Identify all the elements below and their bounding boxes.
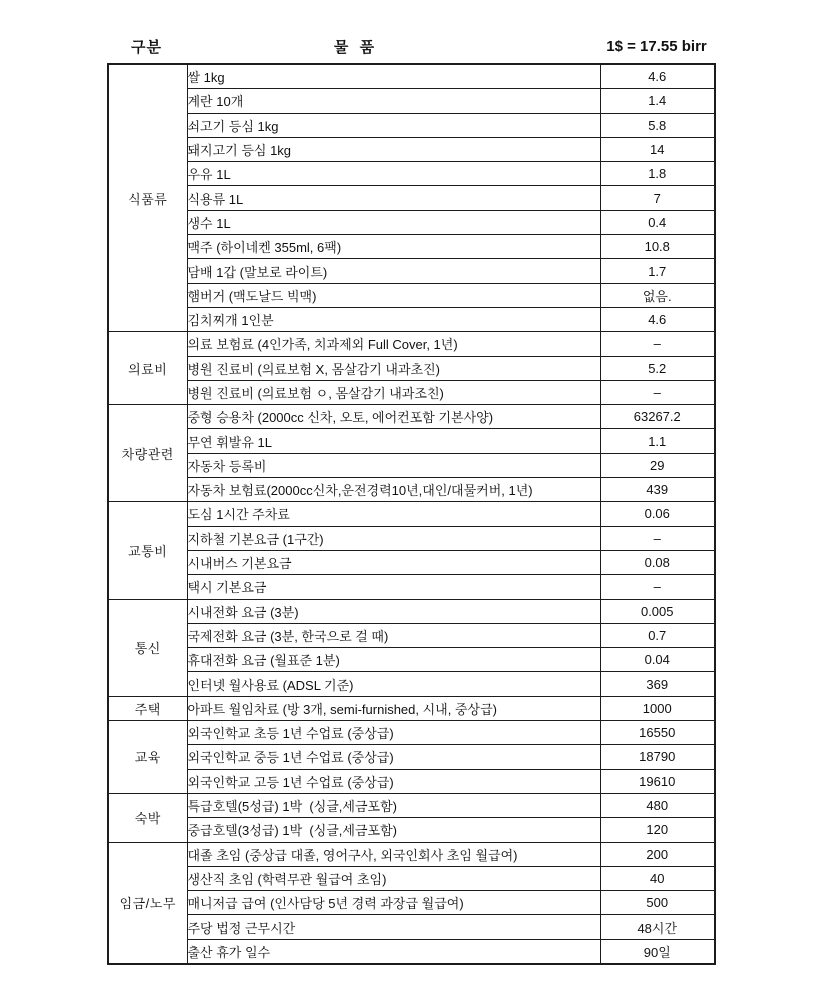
header-item-label: 물 품 — [333, 38, 376, 56]
table-row — [108, 210, 715, 234]
table-row — [108, 672, 715, 696]
item-label-cell: 아파트 월임차료 (방 3개, semi-furnished, 시내, 중상급) — [187, 696, 600, 720]
item-label-cell: 지하철 기본요금 (1구간) — [187, 526, 600, 550]
table-row — [108, 259, 715, 283]
item-value-cell: 없음. — [600, 283, 715, 307]
table-row — [108, 526, 715, 550]
item-value-cell: 19610 — [600, 769, 715, 793]
table-row — [108, 405, 715, 429]
header-exchange-rate: 1$ = 17.55 birr — [606, 37, 707, 55]
item-value-cell: 48시간 — [600, 915, 715, 939]
item-label-cell: 외국인학교 초등 1년 수업료 (중상급) — [187, 721, 600, 745]
table-row — [108, 89, 715, 113]
price-table-body — [108, 64, 715, 964]
item-value-cell: 0.08 — [600, 550, 715, 574]
item-value-cell: 4.6 — [600, 64, 715, 89]
item-value-cell: 500 — [600, 891, 715, 915]
item-label-cell: 시내버스 기본요금 — [187, 550, 600, 574]
item-value-cell: 90일 — [600, 939, 715, 964]
item-label-cell: 자동차 보험료(2000cc신차,운전경력10년,대인/대물커버, 1년) — [187, 478, 600, 502]
table-row — [108, 915, 715, 939]
item-label-cell: 돼지고기 등심 1kg — [187, 137, 600, 161]
item-value-cell: 1.1 — [600, 429, 715, 453]
item-label-cell: 매니저급 급여 (인사담당 5년 경력 과장급 월급여) — [187, 891, 600, 915]
table-row — [108, 502, 715, 526]
item-value-cell: 4.6 — [600, 307, 715, 331]
table-row — [108, 599, 715, 623]
header-category-label: 구분 — [131, 38, 162, 56]
category-cell: 통신 — [108, 599, 187, 696]
item-label-cell: 생수 1L — [187, 210, 600, 234]
table-row — [108, 453, 715, 477]
category-cell: 교통비 — [108, 502, 187, 599]
item-value-cell: – — [600, 526, 715, 550]
table-row — [108, 356, 715, 380]
table-row — [108, 429, 715, 453]
item-value-cell: 0.7 — [600, 623, 715, 647]
item-value-cell: 7 — [600, 186, 715, 210]
item-label-cell: 인터넷 월사용료 (ADSL 기준) — [187, 672, 600, 696]
table-row — [108, 162, 715, 186]
item-value-cell: 0.005 — [600, 599, 715, 623]
item-label-cell: 쌀 1kg — [187, 64, 600, 89]
item-value-cell: 10.8 — [600, 235, 715, 259]
item-label-cell: 외국인학교 중등 1년 수업료 (중상급) — [187, 745, 600, 769]
price-table — [107, 63, 716, 965]
item-value-cell: 439 — [600, 478, 715, 502]
item-label-cell: 무연 휘발유 1L — [187, 429, 600, 453]
table-row — [108, 332, 715, 356]
item-label-cell: 택시 기본요금 — [187, 575, 600, 599]
item-label-cell: 햄버거 (맥도날드 빅맥) — [187, 283, 600, 307]
table-row — [108, 380, 715, 404]
item-value-cell: 1000 — [600, 696, 715, 720]
item-value-cell: 1.8 — [600, 162, 715, 186]
table-row — [108, 745, 715, 769]
table-row — [108, 696, 715, 720]
item-label-cell: 계란 10개 — [187, 89, 600, 113]
item-label-cell: 대졸 초임 (중상급 대졸, 영어구사, 외국인회사 초임 월급여) — [187, 842, 600, 866]
item-value-cell: 29 — [600, 453, 715, 477]
item-value-cell: 5.2 — [600, 356, 715, 380]
item-value-cell: 0.04 — [600, 648, 715, 672]
item-value-cell: 63267.2 — [600, 405, 715, 429]
table-header — [107, 34, 714, 58]
item-label-cell: 도심 1시간 주차료 — [187, 502, 600, 526]
table-row — [108, 866, 715, 890]
item-label-cell: 국제전화 요금 (3분, 한국으로 걸 때) — [187, 623, 600, 647]
category-cell: 차량관련 — [108, 405, 187, 502]
category-cell: 식품류 — [108, 64, 187, 332]
table-row — [108, 550, 715, 574]
item-label-cell: 주당 법정 근무시간 — [187, 915, 600, 939]
item-label-cell: 생산직 초임 (학력무관 월급여 초임) — [187, 866, 600, 890]
item-label-cell: 외국인학교 고등 1년 수업료 (중상급) — [187, 769, 600, 793]
table-row — [108, 307, 715, 331]
item-value-cell: 14 — [600, 137, 715, 161]
item-value-cell: 0.06 — [600, 502, 715, 526]
item-value-cell: – — [600, 380, 715, 404]
table-row — [108, 891, 715, 915]
item-label-cell: 식용류 1L — [187, 186, 600, 210]
item-label-cell: 특급호텔(5성급) 1박 (싱글,세금포함) — [187, 793, 600, 817]
item-value-cell: 0.4 — [600, 210, 715, 234]
item-value-cell: 480 — [600, 793, 715, 817]
table-row — [108, 113, 715, 137]
item-label-cell: 시내전화 요금 (3분) — [187, 599, 600, 623]
item-value-cell: 120 — [600, 818, 715, 842]
item-label-cell: 중급호텔(3성급) 1박 (싱글,세금포함) — [187, 818, 600, 842]
item-value-cell: – — [600, 332, 715, 356]
table-row — [108, 818, 715, 842]
item-label-cell: 자동차 등록비 — [187, 453, 600, 477]
table-row — [108, 186, 715, 210]
item-value-cell: 5.8 — [600, 113, 715, 137]
table-row — [108, 623, 715, 647]
item-label-cell: 맥주 (하이네켄 355ml, 6팩) — [187, 235, 600, 259]
item-label-cell: 휴대전화 요금 (월표준 1분) — [187, 648, 600, 672]
table-row — [108, 939, 715, 964]
item-label-cell: 우유 1L — [187, 162, 600, 186]
table-row — [108, 648, 715, 672]
table-row — [108, 137, 715, 161]
table-row — [108, 769, 715, 793]
category-cell: 숙박 — [108, 793, 187, 842]
category-cell: 임금/노무 — [108, 842, 187, 964]
category-cell: 주택 — [108, 696, 187, 720]
item-value-cell: 200 — [600, 842, 715, 866]
item-value-cell: 18790 — [600, 745, 715, 769]
item-label-cell: 병원 진료비 (의료보험 X, 몸살감기 내과초진) — [187, 356, 600, 380]
item-label-cell: 중형 승용차 (2000cc 신차, 오토, 에어컨포함 기본사양) — [187, 405, 600, 429]
table-row — [108, 793, 715, 817]
item-label-cell: 담배 1갑 (말보로 라이트) — [187, 259, 600, 283]
item-label-cell: 김치찌개 1인분 — [187, 307, 600, 331]
category-cell: 의료비 — [108, 332, 187, 405]
item-label-cell: 의료 보험료 (4인가족, 치과제외 Full Cover, 1년) — [187, 332, 600, 356]
item-label-cell: 병원 진료비 (의료보험 ㅇ, 몸살감기 내과조친) — [187, 380, 600, 404]
table-row — [108, 575, 715, 599]
item-value-cell: 40 — [600, 866, 715, 890]
table-row — [108, 64, 715, 89]
table-row — [108, 283, 715, 307]
table-row — [108, 478, 715, 502]
table-row — [108, 842, 715, 866]
item-label-cell: 쇠고기 등심 1kg — [187, 113, 600, 137]
item-value-cell: 369 — [600, 672, 715, 696]
item-label-cell: 출산 휴가 일수 — [187, 939, 600, 964]
table-row — [108, 235, 715, 259]
item-value-cell: 16550 — [600, 721, 715, 745]
item-value-cell: – — [600, 575, 715, 599]
category-cell: 교육 — [108, 721, 187, 794]
item-value-cell: 1.4 — [600, 89, 715, 113]
item-value-cell: 1.7 — [600, 259, 715, 283]
table-row — [108, 721, 715, 745]
